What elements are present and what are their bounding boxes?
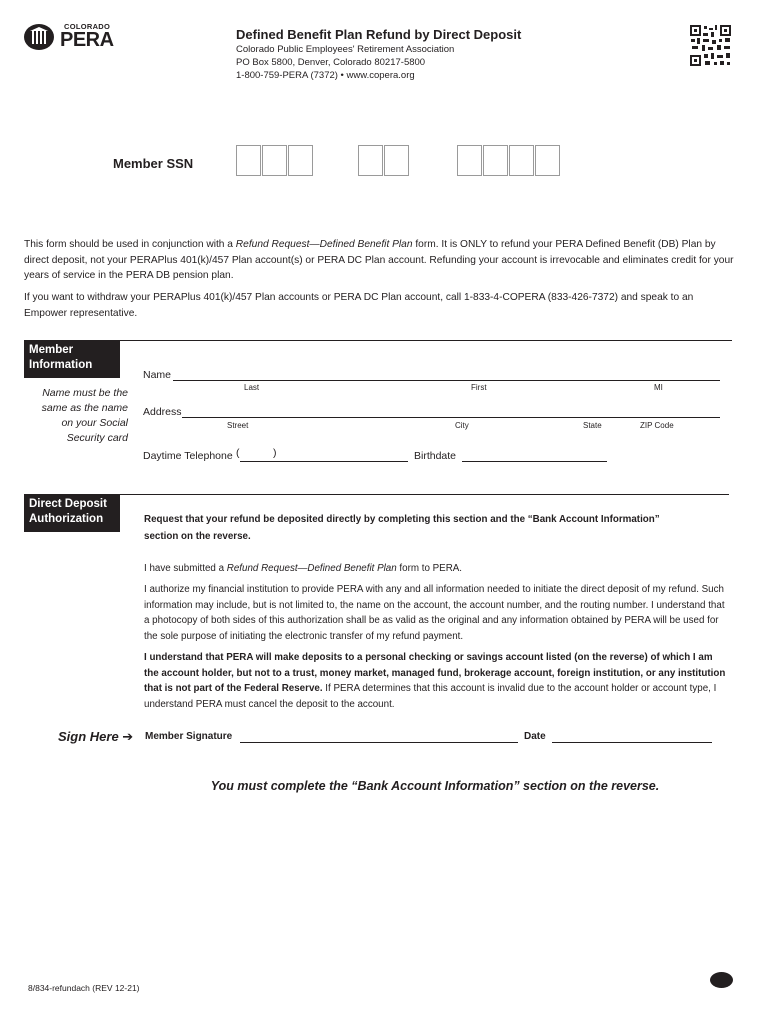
- address-input-line[interactable]: [182, 417, 720, 418]
- intro-text: This form should be used in conjunction with a: [24, 239, 236, 250]
- form-title: Defined Benefit Plan Refund by Direct Deposit: [236, 27, 522, 42]
- first-caption: First: [471, 383, 487, 392]
- intro-text: form. It is ONLY to refund your PERA Defined Benefit (DB) Plan by direct deposit, not your PERAPlus 401(k)/457 Plan account(s) or PERA DC Plan account. Refunding your account is irrevocable and eliminates credit for your years of service in the PERA DB pension plan.: [24, 239, 734, 281]
- ssn-digit-box[interactable]: [288, 145, 313, 176]
- qr-code-icon: [689, 24, 732, 67]
- member-information-tab: [24, 341, 120, 378]
- logo-state-text: COLORADO: [64, 22, 111, 31]
- org-contact: 1-800-759-PERA (7372) • www.copera.org: [236, 70, 415, 81]
- area-code-close: ): [273, 447, 277, 459]
- ssn-digit-box[interactable]: [509, 145, 534, 176]
- last-caption: Last: [244, 383, 260, 392]
- tab-label: Authorization: [29, 513, 104, 525]
- withdraw-paragraph: If you want to withdraw your PERAPlus 401(k)/457 Plan accounts or PERA DC Plan account, call 1-833-4-COPERA (833-426-7372) and speak to an Empower representative.: [24, 292, 694, 319]
- tab-label: Direct Deposit: [29, 498, 107, 510]
- authorization-paragraph: I authorize my financial institution to provide PERA with any and all information needed to initiate the direct deposit of my refund. Such information may include, but is not limited to, the name on the account, the account number, and the routing number. I understand that a photocopy of both sides of this authorization shall be as valid as the original and any information obtained by PERA will be used for the sole purpose of initiating the electronic transfer of my refund payment.: [144, 584, 725, 642]
- section-divider: [24, 494, 729, 495]
- org-name: Colorado Public Employees' Retirement Association: [236, 44, 455, 55]
- tab-label: Information: [29, 359, 93, 371]
- pera-logo: [24, 22, 124, 52]
- ssn-digit-box[interactable]: [262, 145, 287, 176]
- member-signature-label: Member Signature: [145, 731, 233, 742]
- ssn-digit-box[interactable]: [483, 145, 508, 176]
- statement-text: I have submitted a: [144, 563, 227, 574]
- ssn-digit-box[interactable]: [358, 145, 383, 176]
- ssn-area-group: [236, 145, 314, 176]
- request-instruction: [144, 512, 729, 544]
- name-input-line[interactable]: [173, 380, 720, 381]
- ssn-digit-box[interactable]: [236, 145, 261, 176]
- signature-input-line[interactable]: [240, 742, 518, 743]
- daytime-telephone-label: Daytime Telephone: [143, 450, 233, 462]
- mi-caption: MI: [654, 383, 663, 392]
- ssn-serial-group: [457, 145, 561, 176]
- statement-text: form to PERA.: [396, 563, 463, 574]
- page-marker-icon: [710, 972, 733, 988]
- date-input-line[interactable]: [552, 742, 712, 743]
- request-line: section on the reverse.: [144, 530, 251, 542]
- understanding-paragraph: [144, 650, 729, 712]
- request-line: Request that your refund be deposited directly by completing this section and the “Bank Account Information”: [144, 514, 660, 525]
- telephone-input-line[interactable]: [240, 461, 408, 462]
- refund-request-form-name: Refund Request—Defined Benefit Plan: [235, 239, 413, 250]
- bank-account-reminder: You must complete the “Bank Account Information” section on the reverse.: [210, 779, 660, 793]
- birthdate-label: Birthdate: [414, 450, 457, 462]
- submitted-statement: [144, 561, 729, 577]
- refund-request-form-name: Refund Request—Defined Benefit Plan: [226, 563, 397, 574]
- sign-here-label: Sign Here ➔: [58, 729, 134, 744]
- name-note: Name must be the same as the name on your Social Security card: [41, 387, 128, 444]
- pera-logo-mark: [24, 24, 54, 50]
- zip-caption: ZIP Code: [640, 421, 674, 430]
- member-ssn-label: Member SSN: [113, 156, 194, 171]
- city-caption: City: [455, 421, 469, 430]
- section-divider: [24, 340, 732, 341]
- org-address: PO Box 5800, Denver, Colorado 80217-5800: [236, 57, 426, 68]
- ssn-digit-box[interactable]: [384, 145, 409, 176]
- area-code-open: (: [236, 447, 240, 459]
- ssn-group-group: [358, 145, 410, 176]
- ssn-digit-box[interactable]: [535, 145, 560, 176]
- understanding-text: If PERA determines that this account is invalid due to the account holder or account type, I understand PERA must cancel the deposit to the account.: [144, 683, 717, 710]
- logo-pera-text: PERA: [60, 29, 114, 51]
- name-label: Name: [143, 369, 172, 381]
- intro-paragraph: [24, 237, 736, 284]
- direct-deposit-authorization-tab: [24, 495, 120, 532]
- form-number: 8/834-refundach (REV 12-21): [28, 983, 140, 993]
- street-caption: Street: [227, 421, 249, 430]
- birthdate-input-line[interactable]: [462, 461, 607, 462]
- address-label: Address: [143, 406, 182, 418]
- date-label: Date: [524, 731, 546, 742]
- ssn-digit-box[interactable]: [457, 145, 482, 176]
- state-caption: State: [583, 421, 602, 430]
- tab-label: Member: [29, 344, 74, 356]
- understanding-bold-text: I understand that PERA will make deposits to a personal checking or savings account listed (on the reverse) of which I am the account holder, but not to a trust, money market, managed fund, brokerage account, foreign institution, or any institution that is not part of the Federal Reserve.: [144, 652, 726, 694]
